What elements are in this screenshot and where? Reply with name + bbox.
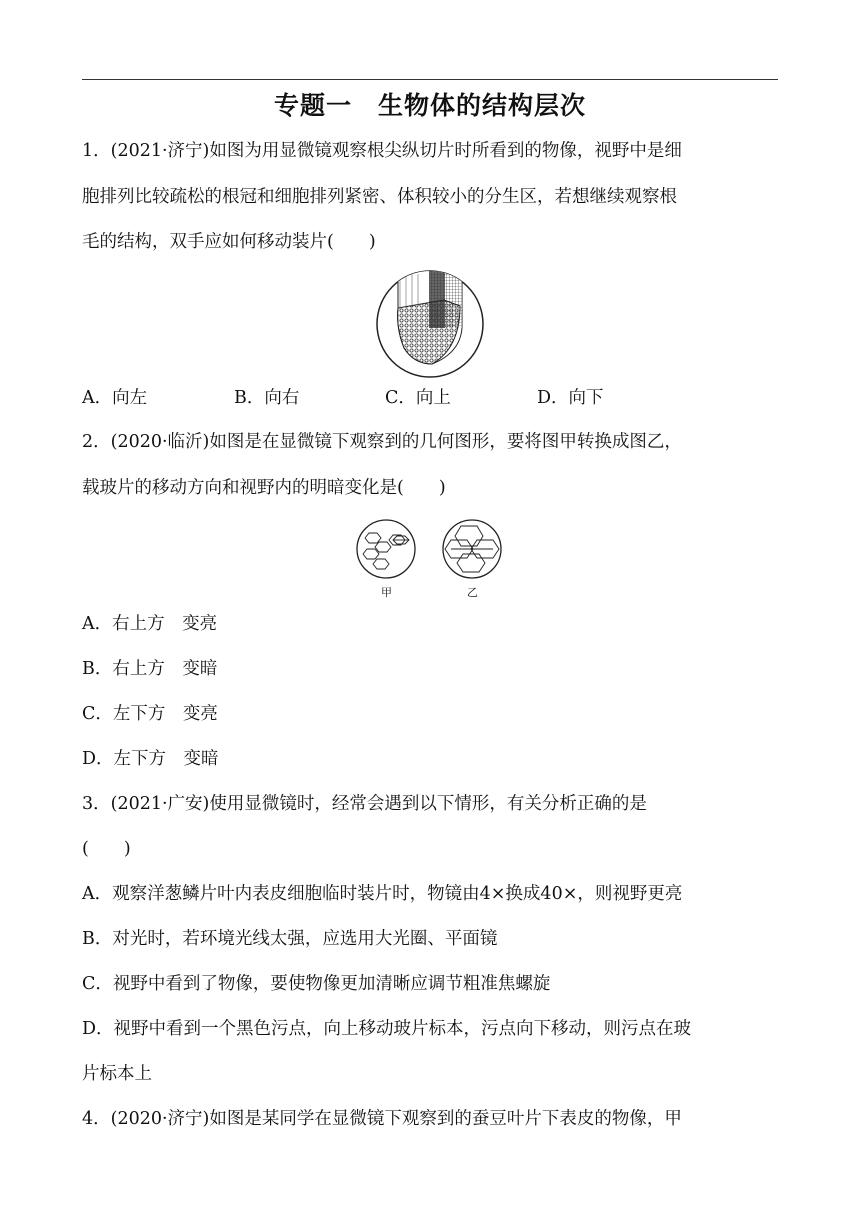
option-c: C．向上 [385,388,451,408]
option-d-continued: 片标本上 [82,1064,152,1084]
figure-jia-microscope-field [355,518,417,580]
option-d: D．视野中看到一个黑色污点，向上移动玻片标本，污点向下移动，则污点在玻 [82,1019,692,1039]
option-c: C．左下方 变亮 [82,704,218,724]
question-1-line: 1．(2021·济宁)如图为用显微镜观察根尖纵切片时所看到的物像，视野中是细 [82,141,682,161]
option-b: B．右上方 变暗 [82,659,218,679]
root-tip-microscope-figure [374,268,486,380]
option-d: D．向下 [537,388,604,408]
question-1-line: 胞排列比较疏松的根冠和细胞排列紧密、体积较小的分生区，若想继续观察根 [82,187,677,207]
question-1-line: 毛的结构，双手应如何移动装片( ) [82,232,376,252]
figure-yi-label: 乙 [467,586,478,599]
question-2-line: 2．(2020·临沂)如图是在显微镜下观察到的几何图形，要将图甲转换成图乙， [82,432,682,452]
header-rule [82,79,778,80]
option-a: A．向左 [82,388,148,408]
option-b: B．对光时，若环境光线太强，应选用大光圈、平面镜 [82,929,498,949]
page-title: 专题一 生物体的结构层次 [273,91,586,120]
question-4-line: 4．(2020·济宁)如图是某同学在显微镜下观察到的蚕豆叶片下表皮的物像，甲 [82,1109,682,1129]
figure-jia-label: 甲 [381,586,392,599]
option-a: A．右上方 变亮 [82,614,218,634]
option-d: D．左下方 变暗 [82,749,219,769]
question-3-line: ( ) [82,839,131,859]
option-b: B．向右 [234,388,300,408]
figure-yi-microscope-field [441,518,503,580]
question-2-line: 载玻片的移动方向和视野内的明暗变化是( ) [82,478,446,498]
option-c: C．视野中看到了物像，要使物像更加清晰应调节粗准焦螺旋 [82,974,551,994]
question-3-line: 3．(2021·广安)使用显微镜时，经常会遇到以下情形，有关分析正确的是 [82,794,647,814]
option-a: A．观察洋葱鳞片叶内表皮细胞临时装片时，物镜由4×换成40×，则视野更亮 [82,884,683,904]
